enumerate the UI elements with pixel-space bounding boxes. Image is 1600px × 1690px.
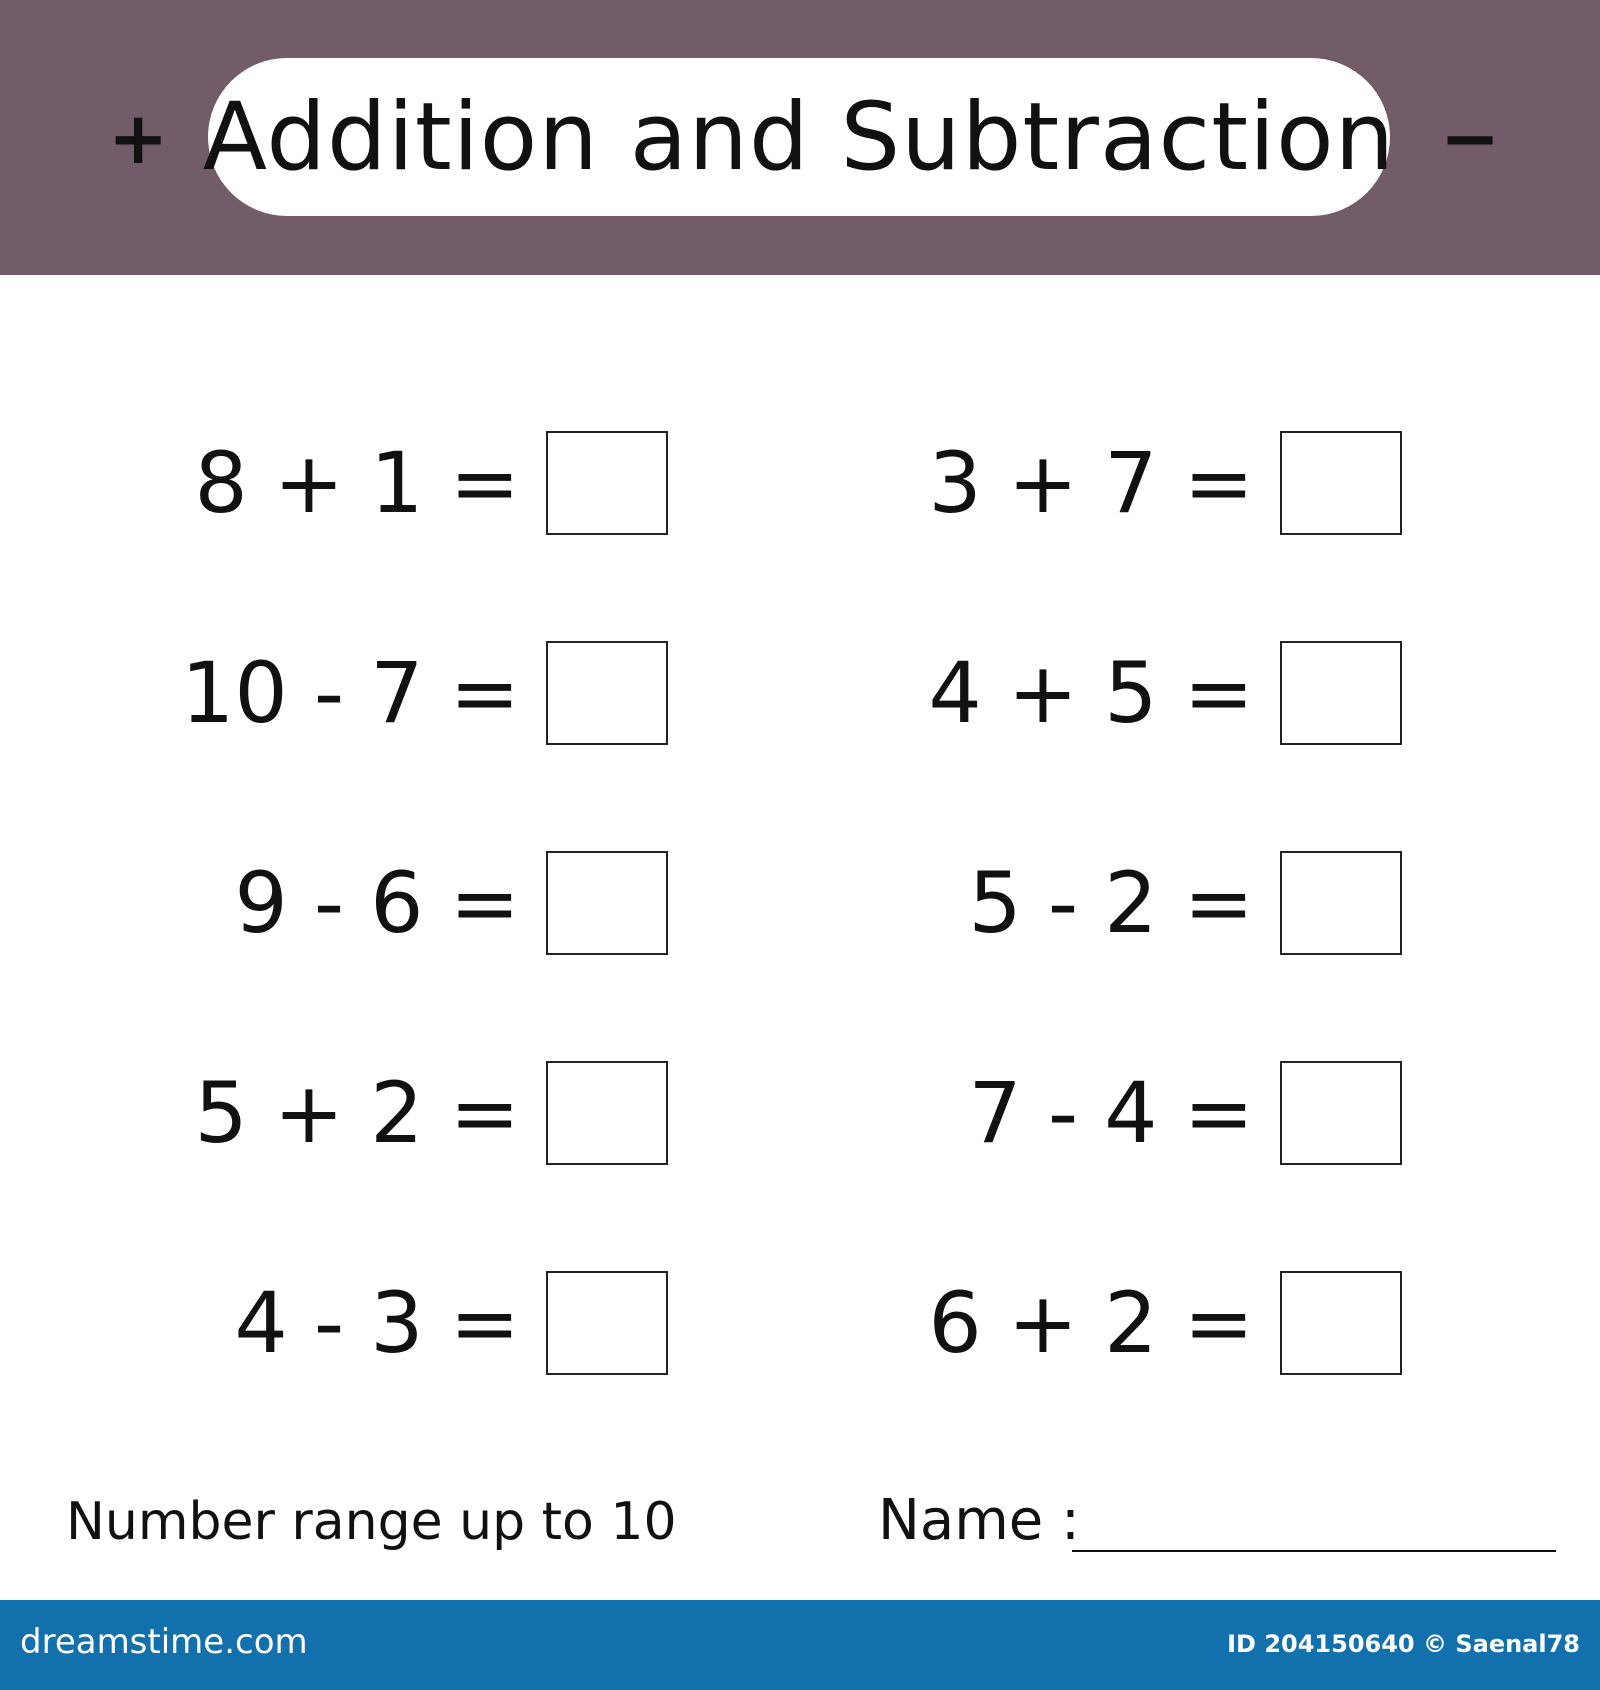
- problem-expression: [234, 1271, 520, 1375]
- problem-expression: [928, 1271, 1254, 1375]
- problem-expression: [181, 641, 520, 745]
- stock-site: dreamstime.com: [20, 1622, 308, 1662]
- problem-right-2: [928, 641, 1402, 745]
- stock-credit: ID 204150640 © Saenal78: [1227, 1630, 1580, 1658]
- answer-box[interactable]: [546, 1271, 668, 1375]
- operand-a: 5: [968, 854, 1022, 952]
- operator: -: [1047, 854, 1079, 952]
- operand-b: 4: [1104, 1064, 1158, 1162]
- operand-a: 5: [194, 1064, 248, 1162]
- problem-expression: [234, 851, 520, 955]
- problem-left-2: [180, 641, 668, 745]
- problem-expression: [194, 431, 520, 535]
- problem-right-3: [934, 851, 1402, 955]
- operator: +: [1007, 644, 1079, 742]
- plus-sign: +: [108, 96, 169, 180]
- problem-right-1: [928, 431, 1402, 535]
- name-label: Name :: [878, 1488, 1080, 1553]
- problem-left-4: [194, 1061, 668, 1165]
- operand-b: 6: [370, 854, 424, 952]
- equals-sign: =: [1183, 434, 1254, 532]
- operand-b: 7: [370, 644, 424, 742]
- equals-sign: =: [449, 1064, 520, 1162]
- answer-box[interactable]: [546, 431, 668, 535]
- equals-sign: =: [1183, 644, 1254, 742]
- operator: -: [313, 644, 345, 742]
- operand-b: 2: [370, 1064, 424, 1162]
- answer-box[interactable]: [1280, 1061, 1402, 1165]
- equals-sign: =: [1183, 1274, 1254, 1372]
- problem-left-1: [194, 431, 668, 535]
- operand-a: 10: [180, 644, 288, 742]
- answer-box[interactable]: [546, 641, 668, 745]
- header-band: [0, 0, 1600, 275]
- problem-left-3: [200, 851, 668, 955]
- problem-expression: [928, 641, 1254, 745]
- problem-expression: [194, 1061, 520, 1165]
- operand-b: 2: [1104, 1274, 1158, 1372]
- equals-sign: =: [449, 1274, 520, 1372]
- operator: +: [273, 434, 345, 532]
- equals-sign: =: [449, 854, 520, 952]
- operand-a: 8: [194, 434, 248, 532]
- equals-sign: =: [449, 644, 520, 742]
- stock-bar: [0, 1600, 1600, 1690]
- operand-a: 3: [928, 434, 982, 532]
- operator: +: [273, 1064, 345, 1162]
- operator: +: [1007, 1274, 1079, 1372]
- operator: -: [313, 854, 345, 952]
- operator: -: [1047, 1064, 1079, 1162]
- equals-sign: =: [1183, 1064, 1254, 1162]
- problem-expression: [968, 1061, 1254, 1165]
- operand-b: 1: [370, 434, 424, 532]
- answer-box[interactable]: [1280, 1271, 1402, 1375]
- problem-expression: [928, 431, 1254, 535]
- title-pill: [202, 58, 1396, 216]
- operator: +: [1007, 434, 1079, 532]
- equals-sign: =: [449, 434, 520, 532]
- answer-box[interactable]: [546, 1061, 668, 1165]
- answer-box[interactable]: [1280, 431, 1402, 535]
- operand-b: 5: [1104, 644, 1158, 742]
- problem-right-5: [928, 1271, 1402, 1375]
- operator: -: [313, 1274, 345, 1372]
- operand-b: 2: [1104, 854, 1158, 952]
- operand-b: 7: [1104, 434, 1158, 532]
- operand-a: 9: [234, 854, 288, 952]
- problem-left-5: [200, 1271, 668, 1375]
- minus-sign: −: [1440, 96, 1501, 180]
- answer-box[interactable]: [1280, 641, 1402, 745]
- operand-b: 3: [370, 1274, 424, 1372]
- answer-box[interactable]: [546, 851, 668, 955]
- problem-expression: [968, 851, 1254, 955]
- operand-a: 4: [928, 644, 982, 742]
- name-line[interactable]: [1072, 1550, 1556, 1552]
- answer-box[interactable]: [1280, 851, 1402, 955]
- operand-a: 7: [968, 1064, 1022, 1162]
- operand-a: 6: [928, 1274, 982, 1372]
- page-title: Addition and Subtraction: [202, 82, 1396, 192]
- number-range-label: Number range up to 10: [66, 1492, 677, 1552]
- operand-a: 4: [234, 1274, 288, 1372]
- problem-right-4: [934, 1061, 1402, 1165]
- equals-sign: =: [1183, 854, 1254, 952]
